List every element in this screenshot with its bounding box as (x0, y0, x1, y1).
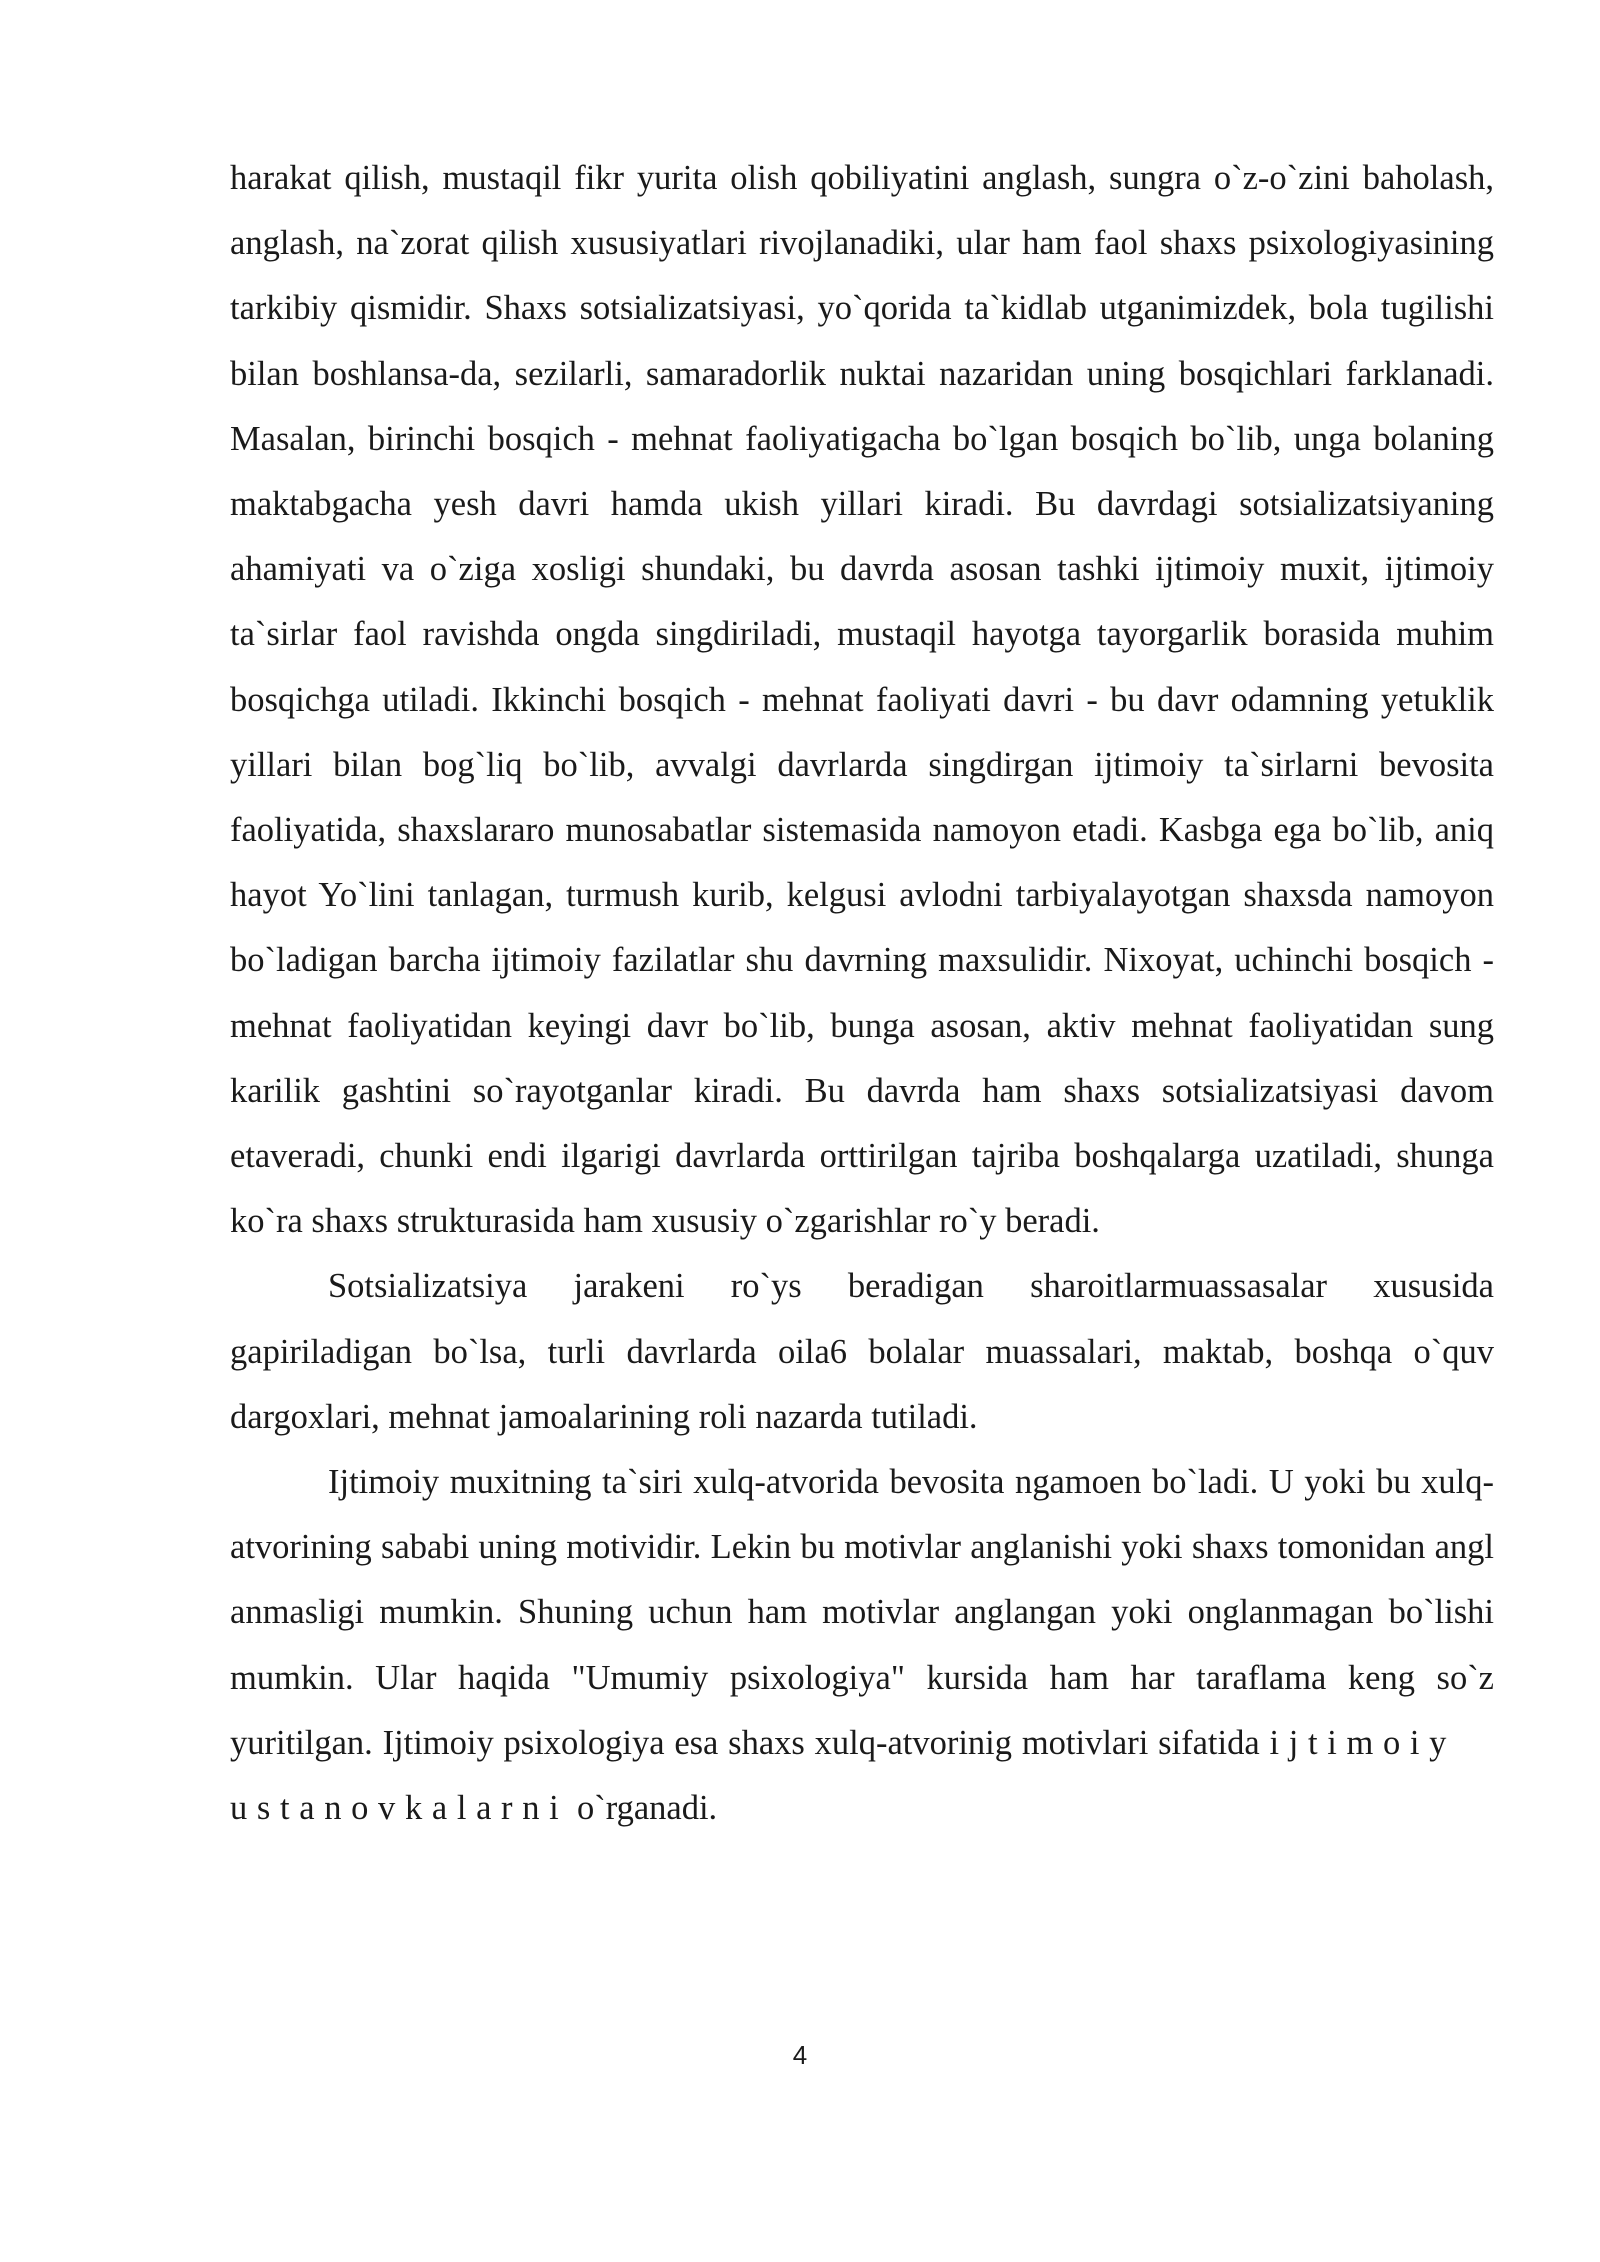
last-line-after: o`rganadi. (568, 1789, 718, 1828)
paragraph-social-environment-text: Ijtimoiy muxitning ta`siri xulq-atvorida bevosita ngamoen bo`ladi. U yoki bu xulq-atvorining sababi uning motividir. Lekin bu motivlar anglanishi yoki shaxs tomonidan angl anmasligi mumkin. Shuning uchun ham motivlar anglangan yoki onglanmagan bo`lishi mumkin. Ular haqida "Umumiy psixologiya" kursida ham har taraflama keng so`z yuritilgan. Ijtimoiy psixologiya esa shaxs xulq-atvorinig (230, 1463, 1494, 1762)
paragraph-socialization-institutions: Sotsializatsiya jarakeni ro`ys beradigan sharoitlarmuassasalar xususida gapiriladigan bo`lsa, turli davrlarda oila6 bolalar muassalari, maktab, boshqa o`quv dargoxlari, mehnat jamoalarining roli nazarda tutiladi. (230, 1267, 1494, 1436)
paragraph-socialization-stages: harakat qilish, mustaqil fikr yurita olish qobiliyatini anglash, sungra o`z-o`zini baholash, anglash, na`zorat qilish xususiyatlari rivojlanadiki, ular ham faol shaxs psixologiyasining tarkibiy qismidir. Shaxs sotsializatsiyasi, yo`qorida ta`kidlab utganimizdek, bola tugilishi bilan boshlansa-da, sezilarli, samaradorlik nuktai nazaridan uning bosqichlari farklanadi. Masalan, birinchi bosqich - mehnat faoliyatigacha bo`lgan bosqich bo`lib, unga bolaning maktabgacha yesh davri hamda ukish yillari kiradi. Bu davrdagi sotsializatsiyaning ahamiyati va o`ziga xosligi shundaki, bu davrda asosan tashki ijtimoiy muxit, ijtimoiy ta`sirlar faol ravishda ongda singdiriladi, mustaqil hayotga tayorgarlik borasida muhim bosqichga utiladi. Ikkinchi bosqich - mehnat faoliyati davri - bu davr odamning yetuklik yillari bilan bog`liq bo`lib, avvalgi davrlarda singdirgan ijtimoiy ta`sirlarni bevosita faoliyatida, shaxslararo munosabatlar sistemasida namoyon etadi. Kasbga ega bo`lib, aniq hayot Yo`lini tanlagan, turmush kurib, kelgusi avlodni tarbiyalayotgan shaxsda namoyon bo`ladigan barcha ijtimoiy fazilatlar shu davrning maxsulidir. Nixoyat, uchinchi bosqich - mehnat faoliyatidan keyingi davr bo`lib, bunga asosan, aktiv mehnat faoliyatidan sung karilik gashtini so`rayotganlar kiradi. Bu davrda ham shaxs sotsializatsiyasi davom etaveradi, chunki endi ilgarigi davrlarda orttirilgan tajriba boshqalarga uzatiladi, shunga ko`ra shaxs strukturasida ham xususiy o`zgarishlar ro`y beradi. (230, 159, 1494, 1241)
spaced-word-ustanovkalarni: ustanovkalarni (230, 1789, 569, 1828)
spaced-word-ijtimoiy: ijtimoiy (1269, 1723, 1457, 1762)
document-body (230, 146, 1494, 1841)
paragraph-social-environment (230, 1450, 1494, 1841)
page-number: 4 (792, 2040, 808, 2070)
last-line-before: motivlari sifatida (1021, 1723, 1270, 1762)
